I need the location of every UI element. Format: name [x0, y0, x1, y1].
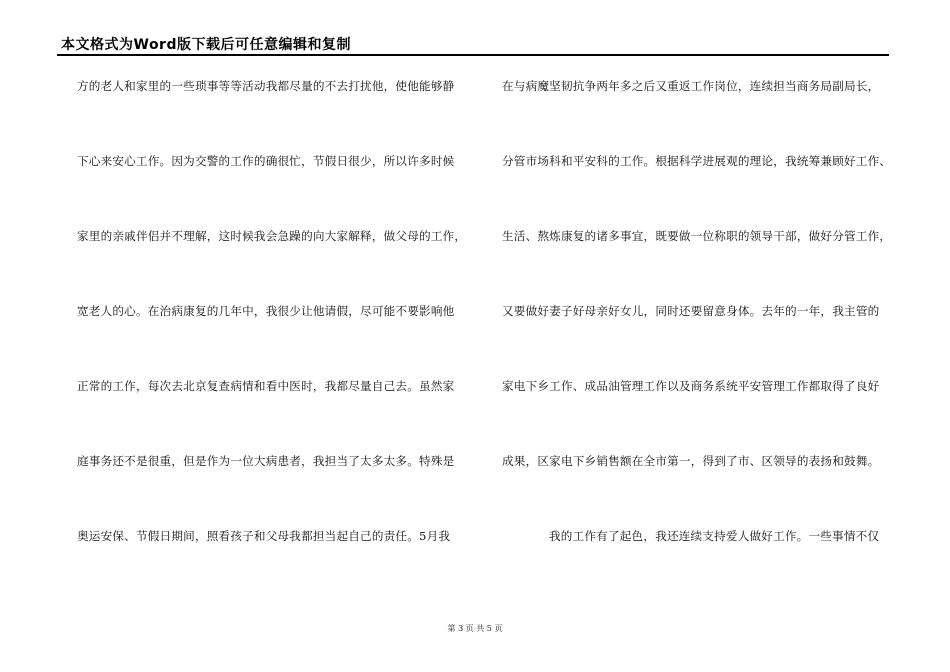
paragraph-line: 分管市场科和平安科的工作。根据科学进展观的理论，我统筹兼顾好工作、 [502, 154, 892, 168]
paragraph-line: 奥运安保、节假日期间，照看孩子和父母我都担当起自己的责任。5月我 [77, 529, 451, 543]
header-rule [57, 54, 889, 56]
paragraph-line: 方的老人和家里的一些琐事等等活动我都尽量的不去打扰他，使他能够静 [77, 79, 455, 93]
paragraph-line: 家里的亲戚伴侣并不理解，这时候我会急躁的向大家解释，做父母的工作， [77, 229, 467, 243]
paragraph-line: 生活、熬炼康复的诸多事宜，既要做一位称职的领导干部，做好分管工作， [502, 229, 892, 243]
paragraph-line: 宽老人的心。在治病康复的几年中，我很少让他请假，尽可能不要影响他 [77, 304, 455, 318]
paragraph-line: 在与病魔坚韧抗争两年多之后又重返工作岗位，连续担当商务局副局长， [502, 79, 880, 93]
paragraph-line: 下心来安心工作。因为交警的工作的确很忙，节假日很少，所以许多时候 [77, 154, 455, 168]
page-header: 本文格式为Word版下载后可任意编辑和复制 [61, 37, 351, 53]
paragraph-line: 成果，区家电下乡销售额在全市第一，得到了市、区领导的表扬和鼓舞。 [502, 454, 880, 468]
paragraph-line: 又要做好妻子好母亲好女儿，同时还要留意身体。去年的一年，我主管的 [502, 304, 880, 318]
page-footer: 第 3 页 共 5 页 [447, 624, 503, 633]
paragraph-line: 庭事务还不是很重，但是作为一位大病患者，我担当了太多太多。特殊是 [77, 454, 455, 468]
paragraph-line: 家电下乡工作、成品油管理工作以及商务系统平安管理工作都取得了良好 [502, 379, 880, 393]
paragraph-line: 正常的工作，每次去北京复查病情和看中医时，我都尽量自己去。虽然家 [77, 379, 455, 393]
paragraph-line: 我的工作有了起色，我还连续支持爱人做好工作。一些事情不仅 [549, 529, 880, 543]
